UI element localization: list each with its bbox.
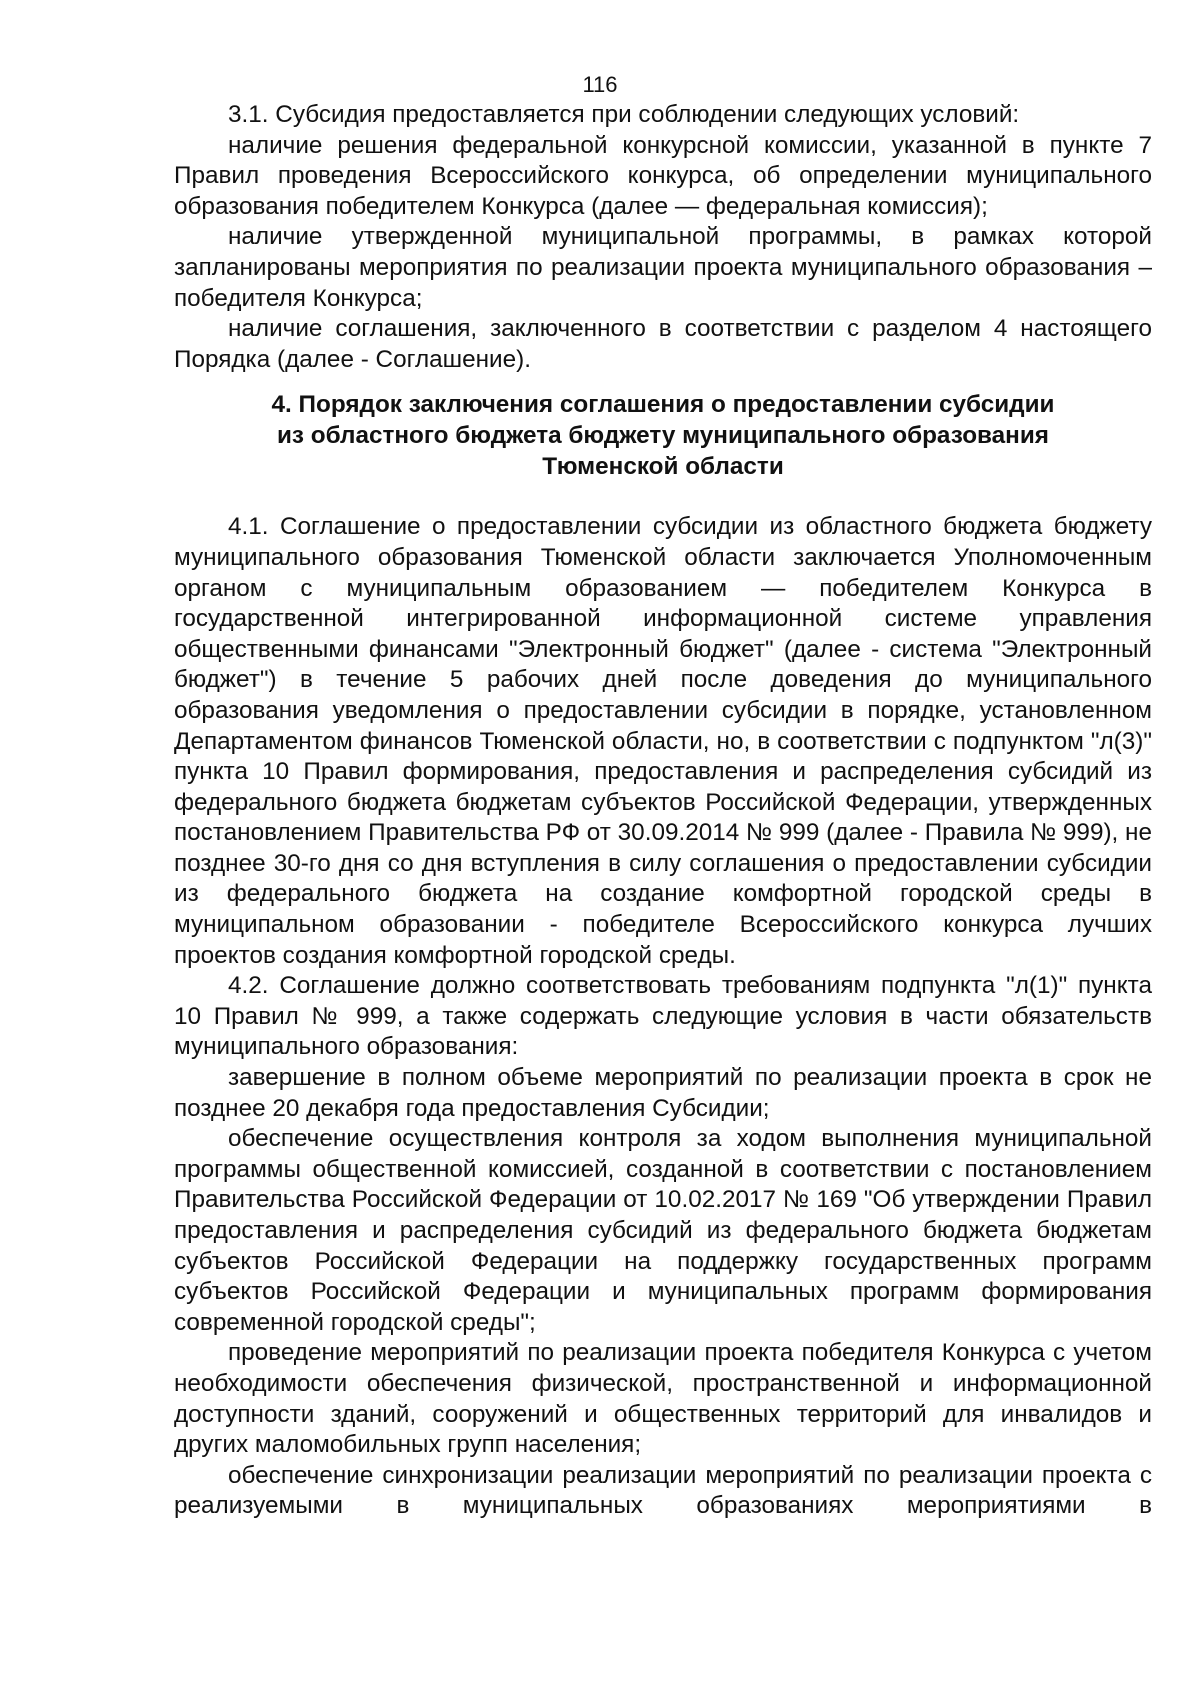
paragraph-condition-commission: наличие решения федеральной конкурсной комиссии, указанной в пункте 7 Правил проведения Всероссийского конкурса, об определении муниципального образования победителем Конкурса (далее — федеральная комиссия); xyxy=(174,131,1152,220)
paragraph-4-1: 4.1. Соглашение о предоставлении субсидии из областного бюджета бюджету муниципального образования Тюменской области заключается Уполномоченным органом с муниципальным образованием — победителем Конкурса в государственной интегрированной информационной системе управления общественными финансами "Электронный бюджет" (далее - система "Электронный бюджет") в течение 5 рабочих дней после доведения до муниципального образования уведомления о предоставлении субсидии в порядке, установленном Департаментом финансов Тюменской области, но, в соответствии с подпунктом "л(3)" пункта 10 Правил формирования, предоставления и распределения субсидий из федерального бюджета бюджетам субъектов Российской Федерации, утвержденных постановлением Правительства РФ от 30.09.2014 № 999 (далее - Правила № 999), не позднее 30-го дня со дня вступления в силу соглашения о предоставлении субсидии из федерального бюджета на создание комфортной городской среды в муниципальном образовании - победителе Всероссийского конкурса лучших проектов создания комфортной городской среды. xyxy=(174,513,1152,969)
paragraph-obligation-completion: завершение в полном объеме мероприятий по реализации проекта в срок не позднее 20 декабря года предоставления Субсидии; xyxy=(174,1064,1152,1122)
paragraph-obligation-synchronization: обеспечение синхронизации реализации мероприятий по реализации проекта с реализуемыми в муниципальных образованиях мероприятиями в xyxy=(174,1461,1152,1520)
heading-line: Тюменской области xyxy=(542,453,784,481)
heading-line: 4. Порядок заключения соглашения о предоставлении субсидии xyxy=(271,391,1055,419)
paragraph-3-1: 3.1. Субсидия предоставляется при соблюдении следующих условий: xyxy=(228,101,1020,128)
paragraph-obligation-accessibility: проведение мероприятий по реализации проекта победителя Конкурса с учетом необходимости обеспечения физической, пространственной и информационной доступности зданий, сооружений и общественных территорий для инвалидов и других маломобильных групп населения; xyxy=(174,1339,1152,1459)
paragraph-condition-agreement: наличие соглашения, заключенного в соответствии с разделом 4 настоящего Порядка (далее - Соглашение). xyxy=(174,315,1152,373)
paragraph-condition-program: наличие утвержденной муниципальной программы, в рамках которой запланированы мероприятия по реализации проекта муниципального образования – победителя Конкурса; xyxy=(174,223,1152,312)
document-body xyxy=(174,100,1152,1522)
paragraph-4-2: 4.2. Соглашение должно соответствовать требованиям подпункта "л(1)" пункта 10 Правил № 999, а также содержать следующие условия в части обязательств муниципального образования: xyxy=(174,972,1152,1061)
section-4-body xyxy=(174,512,1152,1522)
paragraph-obligation-control: обеспечение осуществления контроля за ходом выполнения муниципальной программы общественной комиссией, созданной в соответствии с постановлением Правительства Российской Федерации от 10.02.2017 № 169 "Об утверждении Правил предоставления и распределения субсидий из федерального бюджета бюджетам субъектов Российской Федерации на поддержку государственных программ субъектов Российской Федерации и муниципальных программ формирования современной городской среды"; xyxy=(174,1125,1152,1336)
page-number: 116 xyxy=(582,72,618,97)
heading-line: из областного бюджета бюджету муниципального образования xyxy=(277,422,1049,450)
section-4-heading xyxy=(174,389,1152,482)
